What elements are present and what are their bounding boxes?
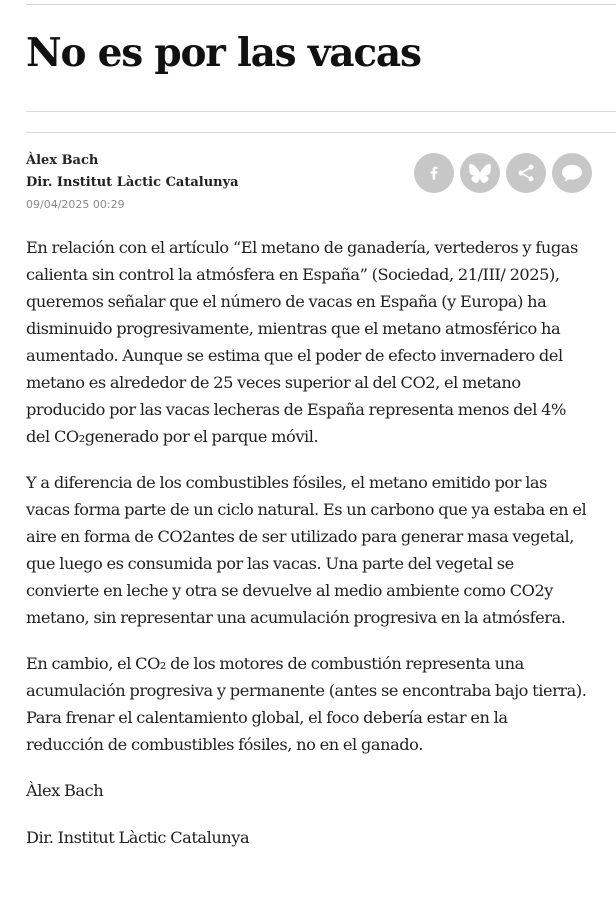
share-icon xyxy=(516,163,536,183)
signature-name: Àlex Bach xyxy=(26,781,104,800)
article-paragraph: En cambio, el CO₂ de los motores de combustión representa una acumulación progresiva y permanente (antes se encontraba bajo tierra). Para frenar el calentamiento global, el foco debería estar en la reducción de combustibles fósiles, no en el ganado. xyxy=(26,654,587,754)
author-role: Dir. Institut Làctic Catalunya xyxy=(26,175,239,190)
share-bar xyxy=(414,153,592,193)
top-divider xyxy=(26,4,616,5)
article-title: No es por las vacas xyxy=(26,30,421,76)
generic-share-button[interactable] xyxy=(506,153,546,193)
article-paragraph: En relación con el artículo “El metano de ganadería, vertederos y fugas calienta sin control la atmósfera en España” (Sociedad, 21/III/ 2025), queremos señalar que el número de vacas en España (y Europa) ha disminuido progresivamente, mientras que el metano atmosférico ha aumentado. Aunque se estima que el poder de efecto invernadero del metano es alrededor de 25 veces superior al del CO2, el metano producido por las vacas lecheras de España representa menos del 4% del CO₂generado por el parque móvil. xyxy=(26,238,578,446)
bluesky-icon xyxy=(469,163,491,183)
comments-button[interactable] xyxy=(552,153,592,193)
facebook-share-button[interactable] xyxy=(414,153,454,193)
facebook-icon xyxy=(425,164,443,182)
signature-role: Dir. Institut Làctic Catalunya xyxy=(26,828,250,847)
bluesky-share-button[interactable] xyxy=(460,153,500,193)
author-name[interactable]: Àlex Bach xyxy=(26,153,99,168)
article-body xyxy=(26,234,588,871)
publish-date: 09/04/2025 00:29 xyxy=(26,198,125,211)
article-paragraph: Y a diferencia de los combustibles fósiles, el metano emitido por las vacas forma parte de un ciclo natural. Es un carbono que ya estaba en el aire en forma de CO2antes de ser utilizado para generar masa vegetal, que luego es consumida por las vacas. Una parte del vegetal se convierte en leche y otra se devuelve al medio ambiente como CO2y metano, sin representar una acumulación progresiva en la atmósfera. xyxy=(26,473,587,627)
comment-icon xyxy=(561,163,583,183)
byline-divider xyxy=(26,132,616,133)
title-divider xyxy=(26,111,616,112)
